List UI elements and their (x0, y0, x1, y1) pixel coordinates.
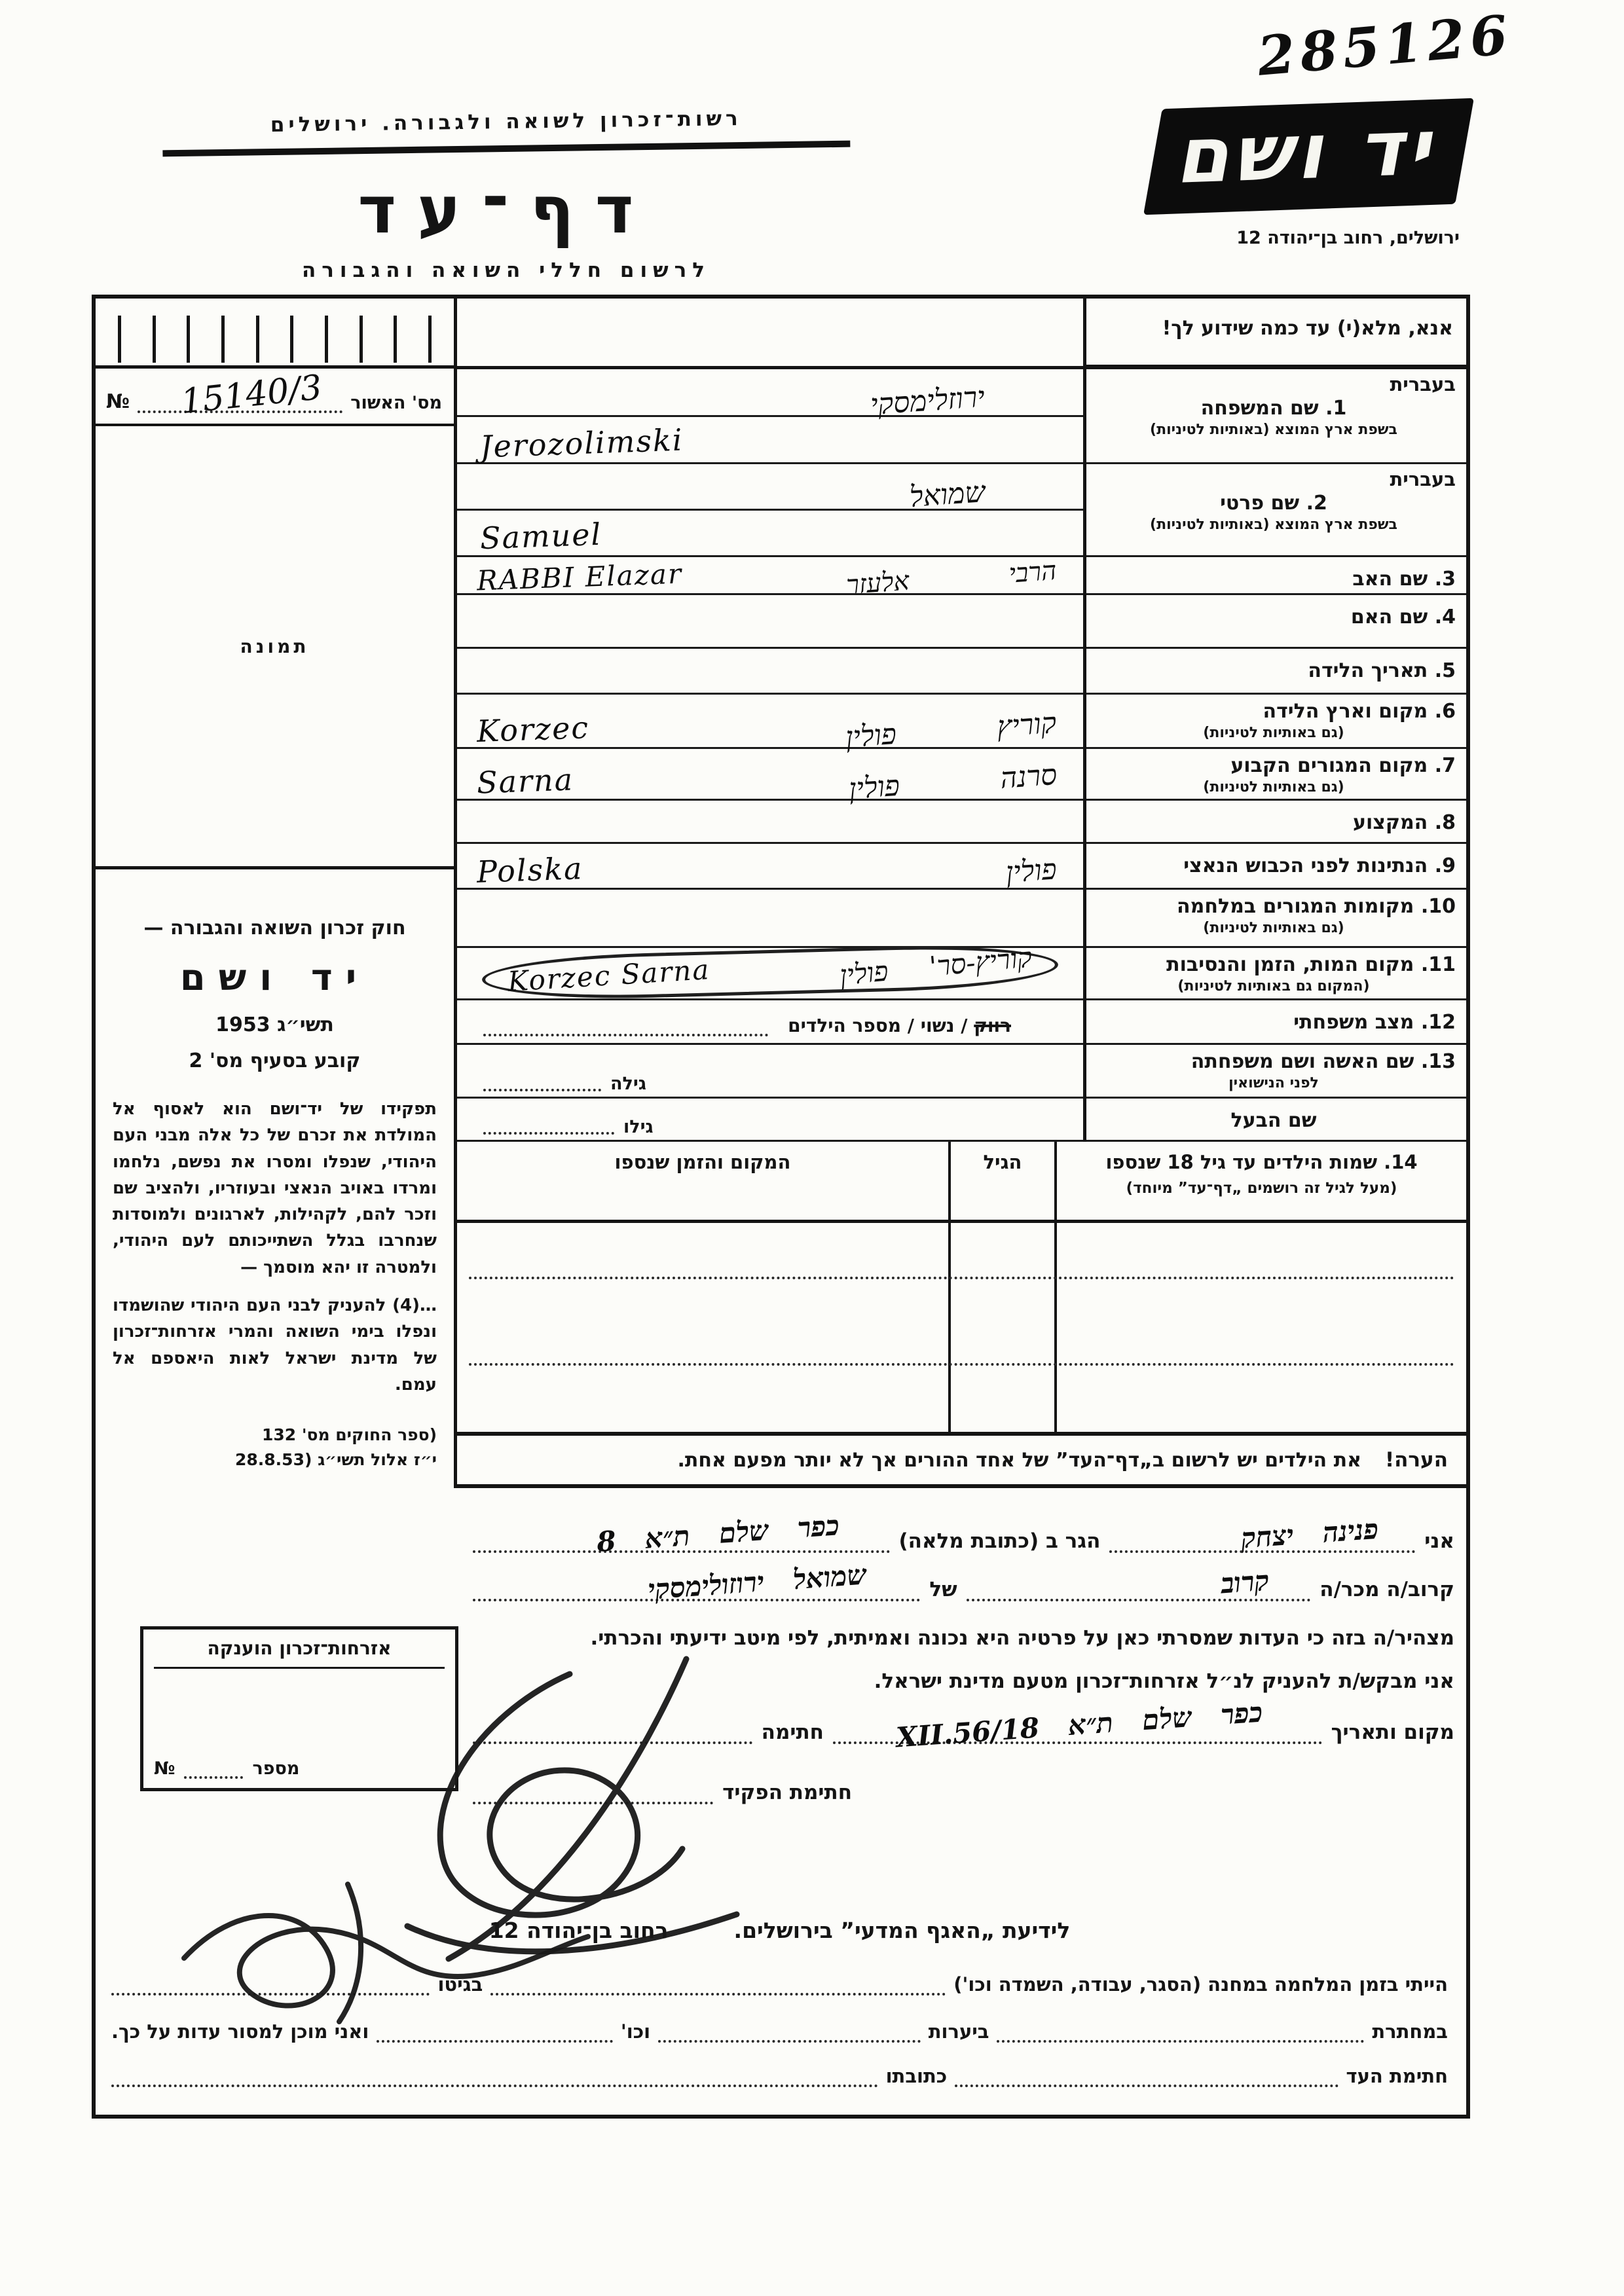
dotted-blank (111, 2061, 878, 2087)
note-text: את הילדים יש לרשום ב„דף־העד” של אחד ההורים אך לא יותר מפעם אחת. (677, 1448, 1361, 1472)
field-title: המקצוע (1352, 811, 1428, 834)
law-year: תשי״ג 1953 (215, 1013, 334, 1036)
entry-husband-age (457, 1099, 1083, 1142)
field-number: 3. (1434, 568, 1456, 591)
label-birth-place (1086, 695, 1466, 749)
dotted-blank (377, 2016, 613, 2043)
struck-option-single: רווק (974, 1015, 1011, 1036)
approval-number-field (138, 367, 342, 422)
witness-signature-row (111, 2061, 1448, 2087)
label-marital-status (1086, 1000, 1466, 1045)
dotted-row-line (469, 1277, 1454, 1279)
entry-mother-name-empty (457, 595, 1083, 649)
field-title: מקום וארץ הלידה (1263, 700, 1428, 723)
dotted-blank (490, 1969, 946, 1995)
field-number: 7. (1434, 754, 1456, 777)
victim-name-field (473, 1558, 920, 1606)
field-number: 12. (1420, 1011, 1456, 1034)
field-subtitle: (המקום גם באותיות לטיניות) (1177, 978, 1370, 994)
etc-label: וכו' (620, 2020, 651, 2043)
label-father-name (1086, 557, 1466, 595)
circled-entry (482, 943, 1059, 1002)
form-subtitle: לרשום חללי השואה והגבורה (301, 259, 711, 282)
fill-in-prompt: אנא, מלא(י) עד כמה שידוע לך! (1086, 299, 1466, 369)
underground-label: במחתרת (1372, 2020, 1448, 2043)
signature-label: חתימה (761, 1721, 824, 1744)
logo-address: ירושלים, רחוב בן־יהודה 12 (1236, 228, 1460, 248)
field-subtitle: (גם באותיות לטיניות) (1203, 779, 1344, 795)
place-date-signature-row (473, 1696, 1454, 1754)
dotted-blank (658, 2016, 921, 2043)
ready-to-testify-label: ואני מוכן למסור עדות על כך. (111, 2020, 369, 2043)
law-source-line2: י״ז אלול תשי״ג (28.8.53 (235, 1449, 437, 1469)
label-in-hebrew: בעברית (1390, 468, 1456, 490)
label-first-name (1086, 464, 1466, 557)
grant-box-title: אזרחות־זכרון הוענקה (154, 1637, 445, 1669)
entry-birth-date-empty (457, 649, 1083, 695)
note-label: הערה! (1384, 1448, 1448, 1472)
relative-label: קרוב/ה מכר/ה (1320, 1578, 1454, 1601)
grant-number-label: מספר (252, 1758, 300, 1779)
death-place-hebrew-handwritten: קוריץ-סר' פולין (838, 941, 1034, 992)
underground-question-row (111, 2016, 1448, 2043)
field-title: שם פרטי (1220, 492, 1300, 515)
field-number: 5. (1434, 659, 1456, 682)
ruled-tick-strip (96, 299, 454, 369)
relation-field (967, 1564, 1311, 1601)
law-text-box (96, 917, 454, 1472)
numero-sign: № (106, 390, 130, 413)
declarant-address-field (473, 1509, 890, 1558)
approval-number-handwritten: 15140/3 (179, 367, 324, 422)
forests-label: ביערות (928, 2020, 989, 2043)
father-name-latin-handwritten: RABBI Elazar (476, 557, 683, 597)
children-table-body (457, 1223, 1466, 1432)
marital-options: / נשוי / מספר הילדים (788, 1015, 968, 1036)
declarant-address-handwritten: כפר שלם ת״א 8 (595, 1509, 841, 1558)
yad-vashem-logo: יד ושם (1143, 98, 1474, 215)
of-label: של (929, 1578, 957, 1601)
declarant-row (473, 1509, 1454, 1558)
label-birth-date (1086, 649, 1466, 695)
children-names-header (1054, 1142, 1466, 1220)
photo-placeholder (96, 426, 454, 869)
entry-place-of-death (457, 941, 1083, 1000)
clerk-signature-label: חתימת הפקיד (722, 1781, 852, 1804)
form-title: דף־עד (358, 172, 655, 248)
clerk-signature-field (473, 1776, 713, 1804)
birth-place-hebrew-handwritten: קוריץ פולין (845, 706, 1058, 755)
field-title: שם האב (1352, 568, 1428, 591)
death-place-latin-handwritten: Korzec Sarna (507, 953, 711, 998)
relation-row (473, 1558, 1454, 1606)
label-husband-name (1086, 1099, 1466, 1142)
authority-line: רשות־זכרון לשואה ולגבורה. ירושלים (162, 105, 851, 157)
i-label: אני (1424, 1529, 1454, 1553)
field-subtitle: (גם באותיות לטיניות) (1203, 920, 1344, 936)
dotted-row-line (469, 1363, 1454, 1366)
yad-vashem-logo-block (1038, 103, 1464, 248)
entry-citizenship (457, 844, 1083, 890)
dotted-blank (111, 1969, 430, 1995)
form-body-frame (92, 295, 1470, 2119)
entry-profession-empty (457, 801, 1083, 844)
law-source (113, 1423, 437, 1472)
field-title: תאריך הלידה (1308, 659, 1428, 682)
form-header (162, 106, 850, 282)
witness-address-label: כתובתו (885, 2065, 948, 2087)
dotted-blank (483, 1014, 768, 1036)
ghetto-label: בגיטו (437, 1973, 483, 1995)
entry-marital-status (457, 1000, 1083, 1045)
field-title: מקום המות, הזמן והנסיבות (1166, 953, 1414, 976)
family-name-hebrew-handwritten: ירוזלימסקי (869, 380, 986, 422)
place-date-handwritten: כפר שלם ת״א 18/XII.56 (895, 1696, 1264, 1754)
field-number: 4. (1434, 606, 1456, 629)
field-title: מקום המגורים הקבוע (1230, 754, 1428, 777)
field-title: מצב משפחתי (1293, 1011, 1414, 1034)
clerk-signature-row (473, 1776, 1454, 1804)
place-time-cell (457, 1223, 948, 1432)
label-wife-name (1086, 1045, 1466, 1099)
residence-hebrew-handwritten: סרנה פולין (847, 757, 1058, 807)
witness-signature-label: חתימת העד (1346, 2065, 1448, 2087)
bottom-title-text: לידיעת „האגף המדעי” בירושלים. (733, 1918, 1071, 1943)
field-labels-column (1083, 299, 1466, 1142)
entry-wife-age (457, 1045, 1083, 1099)
children-table-header (457, 1142, 1466, 1223)
signature-field (473, 1715, 752, 1744)
family-name-latin-handwritten: Jerozolimski (479, 422, 684, 465)
numero-sign: № (154, 1758, 175, 1779)
field-number: 1. (1325, 397, 1347, 420)
children-names-title: 14. שמות הילדים עד גיל 18 שנספו (1105, 1151, 1418, 1173)
place-date-label: מקום ותאריך (1331, 1721, 1454, 1744)
label-citizenship (1086, 844, 1466, 890)
dotted-blank (483, 1089, 601, 1091)
scientific-branch-section (96, 1901, 1466, 2115)
label-permanent-residence (1086, 749, 1466, 801)
entry-family-name (457, 369, 1083, 464)
entry-wartime-residences-empty (457, 890, 1083, 948)
birth-place-latin-handwritten: Korzec (476, 710, 590, 749)
victim-name-handwritten: שמואל ירוזולימסקי (646, 1558, 868, 1606)
entry-residence (457, 749, 1083, 807)
age-cell (948, 1223, 1054, 1432)
bottom-title-address: רחוב בן־יהודה 12 (489, 1918, 669, 1943)
entries-column (457, 299, 1083, 1142)
label-place-of-death (1086, 948, 1466, 1000)
entry-birth-place (457, 695, 1083, 755)
first-name-hebrew-handwritten: שמואל (908, 475, 986, 514)
grant-number-row (154, 1758, 445, 1779)
dotted-blank (184, 1759, 243, 1779)
field-number: 10. (1420, 895, 1456, 918)
citizenship-request-statement: אני מבקש/ת להעניק לנ״ל אזרחות־זכרון מטעם מדינת ישראל. (874, 1669, 1454, 1693)
law-body-paragraph-2: …(4) להעניק לבני העם היהודי שהושמדו ונפלו בימי השואה והמרי אזרחות־זכרון של מדינת ישראל לאות היאספם אל עמם. (113, 1296, 437, 1394)
approval-number-row (96, 369, 454, 426)
declarant-name-field (1109, 1512, 1415, 1555)
field-number: 8. (1434, 811, 1456, 834)
field-title: שם המשפחה (1200, 397, 1319, 420)
field-number: 11. (1420, 953, 1456, 976)
entry-father-name (457, 555, 1083, 601)
label-family-name (1086, 369, 1466, 464)
bottom-section-title (111, 1918, 1448, 1943)
citizenship-latin-handwritten: Polska (476, 850, 584, 890)
sidebar-column (96, 299, 457, 1488)
his-age-label: גילו (623, 1117, 654, 1137)
handwritten-serial-number: 285126 (1255, 3, 1515, 88)
dotted-blank (483, 1132, 614, 1135)
field-subtitle: (גם באותיות לטיניות) (1203, 725, 1344, 741)
field-title: הנתינות לפני הכבוש הנאצי (1183, 854, 1428, 877)
label-profession (1086, 801, 1466, 844)
law-name: יד ושם (179, 957, 370, 999)
declarant-name-handwritten: פנינה יצחק (1240, 1512, 1380, 1555)
field-subtitle: לפני הנישואין (1228, 1075, 1319, 1091)
law-body-paragraph: תפקידו של יד־ושם הוא לאסוף אל המולדת את זכרם של כל אלה מבני העם היהודי, שנפלו ומסרו את נפשם, נלחמו ומרדו באויב הנאצי ובעוזריו, ולהציב שם וזכר להם, לקהילות, לארגונים ולמוסדות שנחרבו בגלל השתייכותם לעם היהודי, ולמטרה זו יהא מוסמך — (113, 1099, 437, 1277)
entry-first-name (457, 464, 1083, 557)
field-subtitle: בשפת ארץ המוצא (באותיות לטיניות) (1150, 517, 1397, 533)
citizenship-hebrew-handwritten: פולין (1005, 852, 1058, 890)
declaration-statement: מצהיר/ה בזה כי העדות שמסרתי כאן על פרטיה היא נכונה ואמיתית, לפי מיטב ידיעתי והכרתי. (590, 1626, 1454, 1650)
law-intro: חוק זכרון השואה והגבורה — (143, 917, 406, 939)
field-number: 2. (1306, 492, 1327, 515)
declaration-section (457, 1488, 1466, 1901)
field-title: שם האם (1350, 606, 1428, 629)
field-number: 13. (1420, 1050, 1456, 1073)
field-title: שם האשה ושם משפחתה (1190, 1050, 1414, 1073)
children-table (457, 1142, 1466, 1436)
field-title: מקומות המגורים במלחמה (1177, 895, 1414, 918)
photo-label: תמונה (240, 635, 310, 657)
form-main-area (457, 299, 1466, 1488)
field-title: שם הבעל (1230, 1109, 1317, 1132)
her-age-label: גילה (610, 1074, 646, 1094)
first-name-latin-handwritten: Samuel (479, 516, 603, 556)
law-source-line1: (ספר החוקים מס' 132 (261, 1425, 437, 1445)
residence-latin-handwritten: Sarna (476, 761, 574, 801)
field-number: 9. (1434, 854, 1456, 877)
relation-handwritten: קרוב (1219, 1564, 1270, 1600)
label-mother-name (1086, 595, 1466, 649)
field-subtitle: בשפת ארץ המוצא (באותיות לטיניות) (1150, 422, 1397, 438)
place-date-field (833, 1696, 1322, 1754)
field-number: 6. (1434, 700, 1456, 723)
law-clause: קובע בסעיף מס' 2 (189, 1049, 361, 1072)
dotted-blank (955, 2061, 1338, 2087)
resides-label: הגר ב (כתובת מלאה) (898, 1529, 1101, 1553)
entries-top-space (457, 299, 1083, 369)
age-column-header: הגיל (948, 1142, 1054, 1220)
dotted-blank (997, 2016, 1364, 2043)
children-names-cell (1054, 1223, 1466, 1432)
memorial-citizenship-grant-box (140, 1626, 458, 1791)
camp-question-row (111, 1969, 1448, 1995)
camp-label: הייתי בזמן המלחמה במחנה (הסגר, עבודה, השמדה וכו') (953, 1973, 1448, 1995)
approval-number-label: מס' האשור (350, 393, 442, 413)
label-wartime-residences (1086, 890, 1466, 948)
label-in-hebrew: בעברית (1390, 373, 1456, 395)
children-names-subtitle: (מעל לגיל זה רושמים „דף־עד” מיוחד) (1126, 1180, 1397, 1197)
place-time-column-header: המקום והזמן שנספו (614, 1151, 791, 1173)
father-name-hebrew-handwritten: הרבי אלעזר (845, 555, 1058, 601)
note-strip (457, 1436, 1466, 1488)
